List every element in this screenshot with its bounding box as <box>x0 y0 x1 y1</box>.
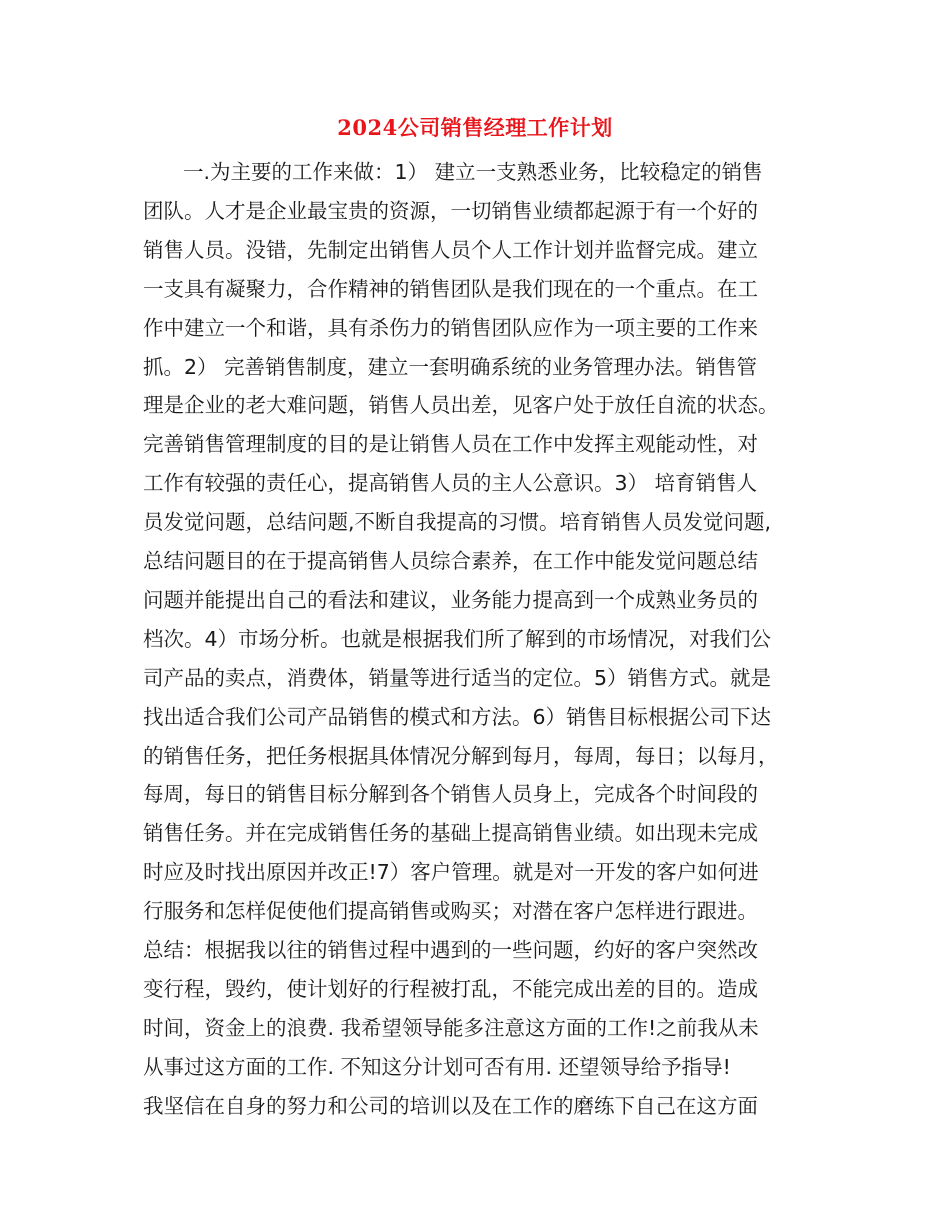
body-line: 每周，每日的销售目标分解到各个销售人员身上，完成各个时间段的 <box>143 782 758 807</box>
body-line: 司产品的卖点，消费体，销量等进行适当的定位。5）销售方式。就是 <box>143 665 772 690</box>
body-line: 时应及时找出原因并改正!7）客户管理。就是对一开发的客户如何进 <box>143 860 759 885</box>
document-title: 2024公司销售经理工作计划 <box>337 115 613 140</box>
body-line: 团队。人才是企业最宝贵的资源，一切销售业绩都起源于有一个好的 <box>143 198 758 223</box>
body-line: 总结：根据我以往的销售过程中遇到的一些问题，约好的客户突然改 <box>143 938 758 962</box>
body-line: 员发觉问题，总结问题,不断自我提高的习惯。培育销售人员发觉问题, <box>143 510 772 535</box>
body-line: 时间，资金上的浪费. 我希望领导能多注意这方面的工作!之前我从未 <box>143 1015 759 1040</box>
body-line: 销售人员。没错，先制定出销售人员个人工作计划并监督完成。建立 <box>143 237 758 262</box>
body-line: 一支具有凝聚力，合作精神的销售团队是我们现在的一个重点。在工 <box>143 276 758 301</box>
body-line: 一.为主要的工作来做：1） 建立一支熟悉业务，比较稳定的销售 <box>183 160 763 184</box>
body-line: 变行程，毁约，使计划好的行程被打乱，不能完成出差的目的。造成 <box>143 976 758 1001</box>
body-line: 抓。2） 完善销售制度，建立一套明确系统的业务管理办法。销售管 <box>143 354 758 379</box>
body-line: 找出适合我们公司产品销售的模式和方法。6）销售目标根据公司下达 <box>143 704 772 729</box>
body-line: 从事过这方面的工作. 不知这分计划可否有用. 还望领导给予指导! <box>143 1054 731 1079</box>
body-line: 我坚信在自身的努力和公司的培训以及在工作的磨练下自己在这方面 <box>143 1093 758 1118</box>
body-line: 总结问题目的在于提高销售人员综合素养，在工作中能发觉问题总结 <box>143 549 758 573</box>
body-line: 理是企业的老大难问题，销售人员出差，见客户处于放任自流的状态。 <box>143 393 779 418</box>
body-line: 销售任务。并在完成销售任务的基础上提高销售业绩。如出现未完成 <box>143 821 758 846</box>
body-line: 完善销售管理制度的目的是让销售人员在工作中发挥主观能动性，对 <box>143 432 758 457</box>
body-line: 作中建立一个和谐，具有杀伤力的销售团队应作为一项主要的工作来 <box>143 315 758 340</box>
body-line: 的销售任务，把任务根据具体情况分解到每月，每周，每日；以每月， <box>143 743 779 768</box>
body-line: 档次。4）市场分析。也就是根据我们所了解到的市场情况，对我们公 <box>143 626 772 651</box>
body-line: 行服务和怎样促使他们提高销售或购买；对潜在客户怎样进行跟进。 <box>143 899 758 924</box>
body-line: 问题并能提出自己的看法和建议，业务能力提高到一个成熟业务员的 <box>143 587 758 612</box>
body-line: 工作有较强的责任心，提高销售人员的主人公意识。3） 培育销售人 <box>143 471 758 496</box>
